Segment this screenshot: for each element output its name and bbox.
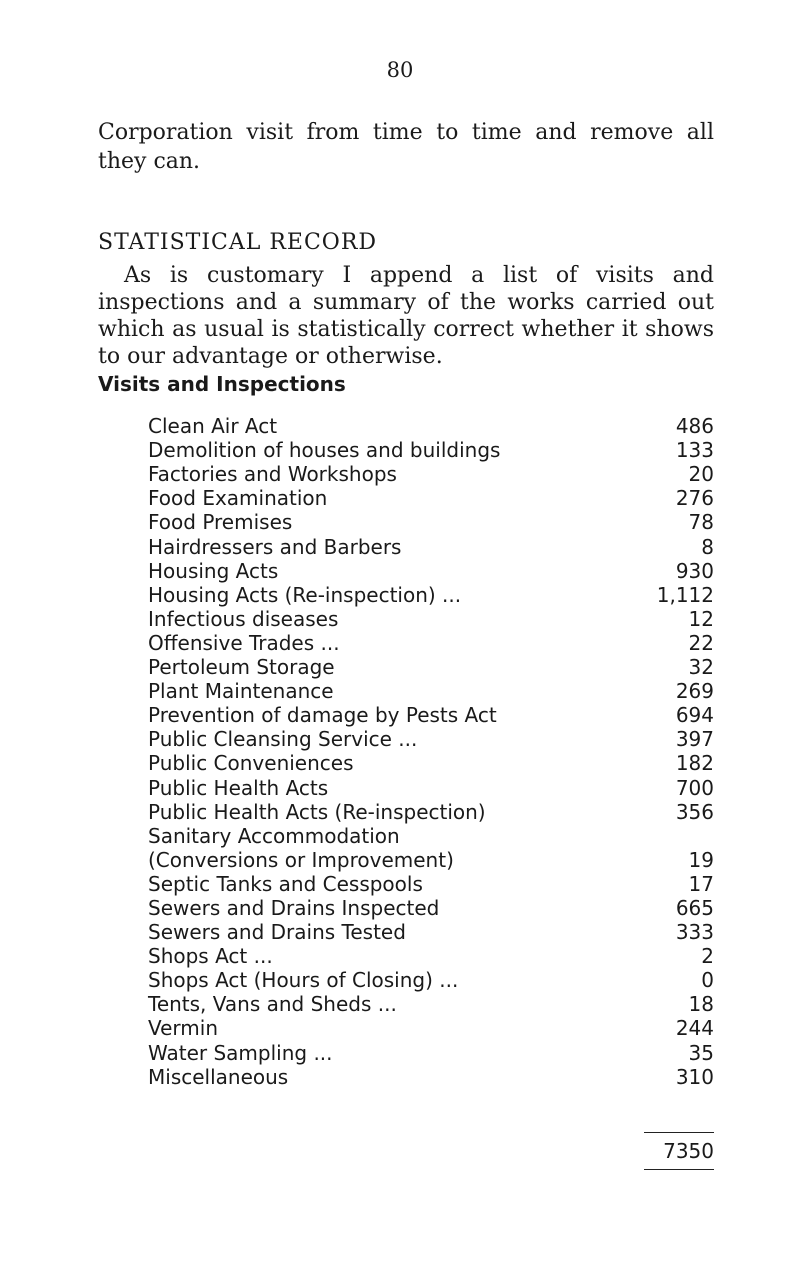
total-bottom-rule — [644, 1169, 714, 1170]
table-row — [148, 679, 714, 703]
row-label: Hairdressers and Barbers — [148, 534, 402, 559]
table-row — [148, 510, 714, 534]
table-row — [148, 1016, 714, 1040]
table-row — [148, 438, 714, 462]
row-label: Food Premises — [148, 510, 293, 535]
row-value: 8 — [701, 534, 714, 559]
table-row — [148, 896, 714, 920]
row-value: 700 — [675, 775, 714, 800]
row-label: Miscellaneous — [148, 1064, 289, 1089]
row-value: 0 — [701, 968, 714, 993]
row-value: 17 — [688, 871, 714, 896]
row-label: Factories and Workshops — [148, 462, 397, 487]
row-label: Housing Acts (Re-inspection) ... — [148, 582, 462, 607]
table-row — [148, 1040, 714, 1064]
row-label: Sewers and Drains Inspected — [148, 895, 440, 920]
row-label: Public Conveniences — [148, 751, 354, 776]
table-row — [148, 1065, 714, 1089]
table-title: Visits and Inspections — [98, 372, 346, 396]
row-label: Water Sampling ... — [148, 1040, 333, 1065]
body-paragraph: As is customary I append a list of visits and inspections and a summary of the works carried out which as usual is statistically correct whether it shows to our advantage or otherwise. — [98, 263, 714, 369]
row-label: Housing Acts — [148, 558, 279, 583]
row-value: 694 — [675, 703, 714, 728]
page-number: 80 — [386, 58, 414, 82]
row-label: Sanitary Accommodation — [148, 823, 400, 848]
table-row — [148, 703, 714, 727]
row-value: 12 — [688, 606, 714, 631]
table-row — [148, 534, 714, 558]
row-value: 35 — [688, 1040, 714, 1065]
table-row — [148, 583, 714, 607]
row-value: 397 — [675, 727, 714, 752]
row-value: 333 — [675, 920, 714, 945]
table-row — [148, 920, 714, 944]
total-value: 7350 — [663, 1139, 714, 1163]
total-block — [644, 1132, 714, 1170]
total-top-rule — [644, 1132, 714, 1133]
row-value: 133 — [675, 438, 714, 463]
table-row — [148, 848, 714, 872]
table-row — [148, 824, 714, 848]
table-row — [148, 944, 714, 968]
row-value: 78 — [688, 510, 714, 535]
row-value: 2 — [701, 944, 714, 969]
table-row — [148, 800, 714, 824]
row-label: Prevention of damage by Pests Act — [148, 703, 497, 728]
row-value: 269 — [675, 679, 714, 704]
section-heading: STATISTICAL RECORD — [98, 230, 378, 255]
row-label: Septic Tanks and Cesspools — [148, 871, 423, 896]
table-row — [148, 414, 714, 438]
table-row — [148, 631, 714, 655]
table-row — [148, 462, 714, 486]
intro-text: Corporation visit from time to time and remove all they can. — [98, 120, 714, 174]
row-label: Plant Maintenance — [148, 679, 334, 704]
row-value: 356 — [675, 799, 714, 824]
row-value: 665 — [675, 895, 714, 920]
row-label: Infectious diseases — [148, 606, 339, 631]
row-label: Food Examination — [148, 486, 328, 511]
table-row — [148, 968, 714, 992]
table-row — [148, 486, 714, 510]
row-value: 32 — [688, 655, 714, 680]
table-row — [148, 655, 714, 679]
row-label: Sewers and Drains Tested — [148, 920, 406, 945]
table-row — [148, 559, 714, 583]
row-value: 276 — [675, 486, 714, 511]
row-value: 20 — [688, 462, 714, 487]
row-value: 19 — [688, 847, 714, 872]
table-row — [148, 607, 714, 631]
row-label: Offensive Trades ... — [148, 630, 340, 655]
row-label: Clean Air Act — [148, 414, 278, 439]
row-label: Demolition of houses and buildings — [148, 438, 501, 463]
row-label: Vermin — [148, 1016, 219, 1041]
table-row — [148, 775, 714, 799]
row-value: 182 — [675, 751, 714, 776]
row-value: 244 — [675, 1016, 714, 1041]
row-value: 18 — [688, 992, 714, 1017]
row-label: Public Health Acts (Re-inspection) — [148, 799, 486, 824]
table-row — [148, 992, 714, 1016]
table-row — [148, 872, 714, 896]
row-label: Shops Act (Hours of Closing) ... — [148, 968, 459, 993]
row-value: 22 — [688, 630, 714, 655]
row-label: Tents, Vans and Sheds ... — [148, 992, 397, 1017]
row-label: Public Cleansing Service ... — [148, 727, 418, 752]
row-label: (Conversions or Improvement) — [148, 847, 454, 872]
row-value: 310 — [675, 1064, 714, 1089]
row-label: Pertoleum Storage — [148, 655, 335, 680]
table-row — [148, 751, 714, 775]
row-label: Shops Act ... — [148, 944, 273, 969]
row-value: 930 — [675, 558, 714, 583]
row-value: 486 — [675, 414, 714, 439]
visits-table — [148, 414, 714, 1089]
table-row — [148, 727, 714, 751]
row-value: 1,112 — [656, 582, 714, 607]
row-label: Public Health Acts — [148, 775, 329, 800]
